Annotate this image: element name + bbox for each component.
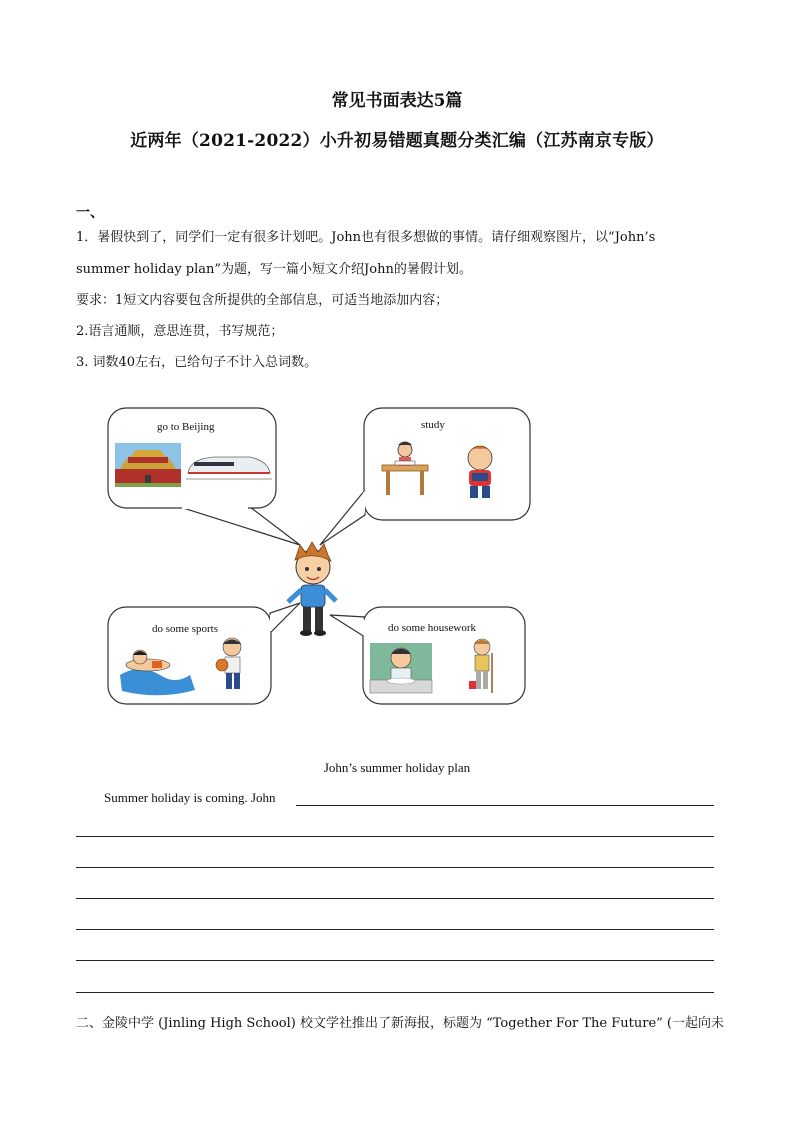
bubble-label-study: study [421,419,445,431]
john-character [288,542,336,636]
question-line: 1．暑假快到了，同学们一定有很多计划吧。John也有很多想做的事情。请仔细观察图片，以“John’s [76,230,656,245]
essay-start-text: Summer holiday is coming. John [104,790,276,805]
writing-line [76,929,714,930]
washing-dishes-picture [370,643,432,693]
plan-illustration [0,395,794,725]
writing-line [296,805,714,806]
section-two-intro: 二、金陵中学 (Jinling High School) 校文学社推出了新海报，标题为 “Together For The Future” (一起向未 [76,1016,725,1031]
page-subtitle: 近两年（2021-2022）小升初易错题真题分类汇编（江苏南京专版） [130,131,664,151]
requirement-line: 要求：1短文内容要包含所提供的全部信息，可适当地添加内容； [76,293,449,308]
writing-line [76,992,714,993]
bubble-label-sports: do some sports [152,623,218,635]
section-number: 一、 [76,205,104,221]
tiananmen-picture [115,443,181,487]
writing-line [76,960,714,961]
question-line: summer holiday plan”为题，写一篇小短文介绍John的暑假计划。 [76,262,472,277]
page-title: 常见书面表达5篇 [331,91,463,111]
writing-line [76,898,714,899]
bubble-label-beijing: go to Beijing [157,421,215,433]
bubble-label-housework: do some housework [388,622,476,634]
writing-line [76,836,714,837]
writing-line [76,867,714,868]
bubble-study [364,408,530,520]
essay-title: John’s summer holiday plan [323,760,471,775]
requirement-line: 2.语言通顺，意思连贯，书写规范； [76,324,284,339]
requirement-line: 3. 词数40左右，已给句子不计入总词数。 [76,355,318,370]
